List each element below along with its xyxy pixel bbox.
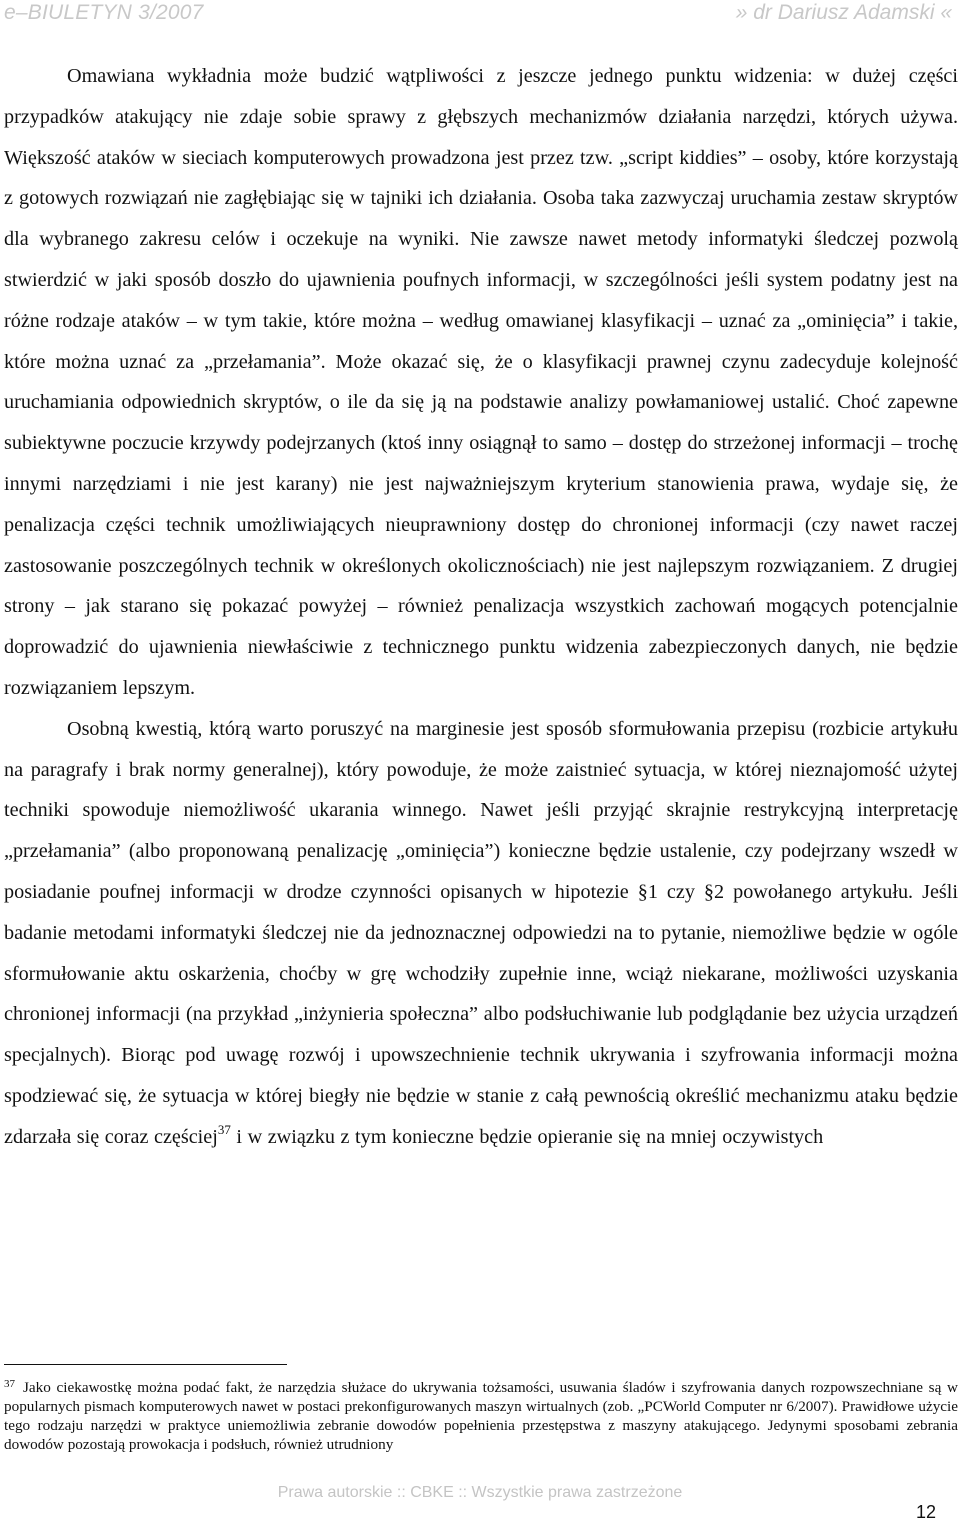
article-body <box>4 56 958 1158</box>
paragraph-1: Omawiana wykładnia może budzić wątpliwości z jeszcze jednego punktu widzenia: w dużej części przypadków atakujący nie zdaje sobie sprawy z głębszych mechanizmów działania narzędzi, których używa. Większość ataków w sieciach komputerowych prowadzona jest przez tzw. „script kiddies” – osoby, które korzystają z gotowych rozwiązań nie zagłębiając się w tajniki ich działania. Osoba taka zazwyczaj uruchamia zestaw skryptów dla wybranego zakresu celów i oczekuje na wyniki. Nie zawsze nawet metody informatyki śledczej pozwolą stwierdzić w jaki sposób doszło do ujawnienia poufnych informacji, w szczególności jeśli system podatny jest na różne rodzaje ataków – w tym takie, które można – według omawianej klasyfikacji – uznać za „ominięcia” i takie, które można uznać za „przełamania”. Może okazać się, że o klasyfikacji prawnej czynu zadecyduje kolejność uruchamiania odpowiednich skryptów, o ile da się ją na podstawie analizy powłamaniowej ustalić. Choć zapewne subiektywne poczucie krzywdy podejrzanych (ktoś inny osiągnął to samo – dostęp do strzeżonej informacji – trochę innymi narzędziami i nie jest karany) nie jest najważniejszym kryterium stanowienia prawa, wydaje się, że penalizacja części technik umożliwiających nieuprawniony dostęp do chronionej informacji (czy nawet raczej zastosowanie poszczególnych technik w określonych okolicznościach) nie jest najlepszym rozwiązaniem. Z drugiej strony – jak starano się pokazać powyżej – również penalizacja wszystkich zachowań mogących potencjalnie doprowadzić do ujawnienia niewłaściwie z technicznego punktu widzenia zabezpieczonych danych, nie będzie rozwiązaniem lepszym. <box>4 65 958 699</box>
page-header <box>0 0 960 36</box>
page-number: 12 <box>915 1502 936 1522</box>
footnote-text: Jako ciekawostkę można podać fakt, że narzędzia służace do ukrywania tożsamości, usuwania śladów i szyfrowania danych rozpowszechniane są w popularnych pismach komputerowych nawet w postaci prekonfigurowanych maszyn wirtualnych (zob. „PCWorld Computer nr 6/2007). Prawidłowe użycie tego rodzaju narzędzi w praktyce uniemożliwia zebranie dowodów popełnienia przestępstwa z maszyny atakującego. Jedynymi sposobami zebrania dowodów pozostają prowokacja i podsłuch, również utrudniony <box>4 1379 958 1453</box>
footnote-number: 37 <box>4 1378 15 1390</box>
paragraph-2-text: Osobną kwestią, którą warto poruszyć na marginesie jest sposób sformułowania przepisu (rozbicie artykułu na paragrafy i brak normy generalnej), który powoduje, że może zaistnieć sytuacja, w której nieznajomość użytej techniki spowoduje niemożliwość ukarania winnego. Nawet jeśli przyjąć skrajnie restrykcyjną interpretację „przełamania” (albo proponowaną penalizację „ominięcia”) konieczne będzie ustalenie, czy podejrzany wszedł w posiadanie poufnej informacji w drodze czynności opisanych w hipotezie §1 czy §2 powołanego artykułu. Jeśli badanie metodami informatyki śledczej nie da jednoznacznej odpowiedzi na to pytanie, niemożliwe będzie w ogóle sformułowanie aktu oskarżenia, choćby w grę wchodziły zupełnie inne, wciąż niekarane, możliwości uzyskania chronionej informacji (na przykład „inżynieria społeczna” albo podsłuchiwanie lub podglądanie bez użycia urządzeń specjalnych). Biorąc pod uwagę rozwój i upowszechnienie technik ukrywania i szyfrowania informacji można spodziewać się, że sytuacja w której biegły nie będzie w stanie z całą pewnością określić mechanizmu ataku będzie zdarzała się coraz częściej <box>4 717 958 1148</box>
paragraph-2 <box>4 709 958 1158</box>
footnote-reference[interactable]: 37 <box>217 1121 231 1137</box>
footnote-separator <box>4 1364 287 1365</box>
journal-title: e–BIULETYN 3/2007 <box>4 1 204 24</box>
footnote <box>4 1378 958 1454</box>
author-name: » dr Dariusz Adamski « <box>735 1 952 24</box>
copyright-notice: Prawa autorskie :: CBKE :: Wszystkie prawa zastrzeżone <box>277 1484 683 1501</box>
paragraph-2-continuation: i w związku z tym konieczne będzie opieranie się na mniej oczywistych <box>230 1125 824 1148</box>
